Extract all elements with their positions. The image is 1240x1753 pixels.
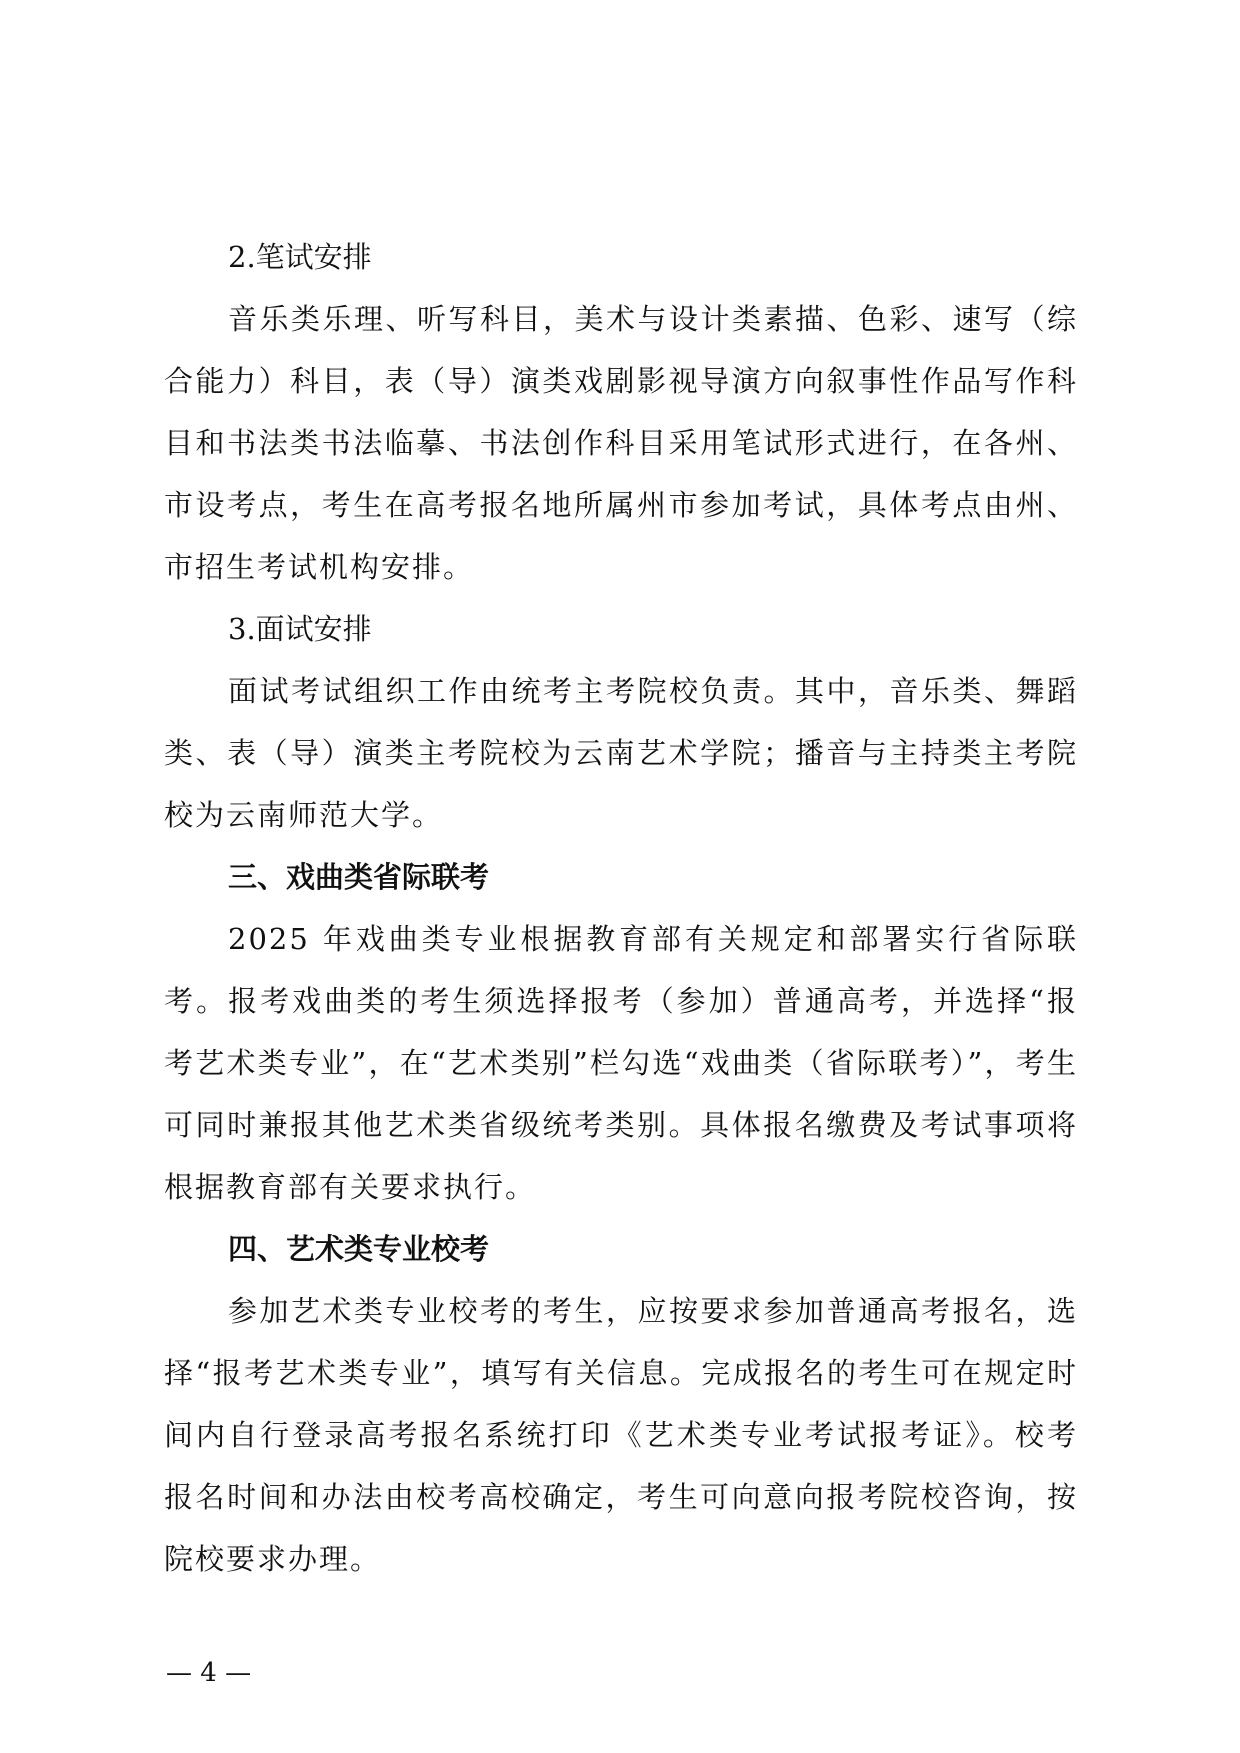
subheading-written-exam: 2.笔试安排 [228,240,372,274]
document-body [164,226,1078,1590]
subheading-interview: 3.面试安排 [228,612,372,646]
paragraph-opera-joint-exam: 2025 年戏曲类专业根据教育部有关规定和部署实行省际联考。报考戏曲类的考生须选择报考（参加）普通高考，并选择“报考艺术类专业”，在“艺术类别”栏勾选“戏曲类（省际联考）”，考生可同时兼报其他艺术类省级统考类别。具体报名缴费及考试事项将根据教育部有关要求执行。 [164,922,1078,1204]
section-heading-opera-joint-exam: 三、戏曲类省际联考 [228,860,490,894]
page-number: — 4 — [166,1658,252,1688]
paragraph-written-exam: 音乐类乐理、听写科目，美术与设计类素描、色彩、速写（综合能力）科目，表（导）演类戏剧影视导演方向叙事性作品写作科目和书法类书法临摹、书法创作科目采用笔试形式进行，在各州、市设考点，考生在高考报名地所属州市参加考试，具体考点由州、市招生考试机构安排。 [164,302,1078,584]
paragraph-interview: 面试考试组织工作由统考主考院校负责。其中，音乐类、舞蹈类、表（导）演类主考院校为云南艺术学院；播音与主持类主考院校为云南师范大学。 [164,674,1078,832]
section-heading-school-exam: 四、艺术类专业校考 [228,1232,490,1266]
paragraph-school-exam: 参加艺术类专业校考的考生，应按要求参加普通高考报名，选择“报考艺术类专业”，填写有关信息。完成报名的考生可在规定时间内自行登录高考报名系统打印《艺术类专业考试报考证》。校考报名时间和办法由校考高校确定，考生可向意向报考院校咨询，按院校要求办理。 [164,1294,1078,1576]
